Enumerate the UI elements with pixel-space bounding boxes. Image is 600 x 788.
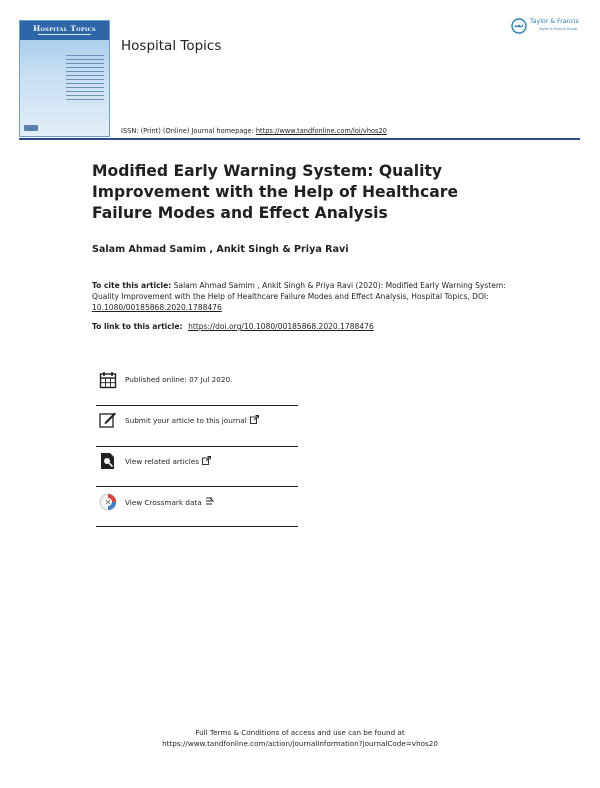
publisher-name: Taylor & Francis [530, 18, 579, 25]
publisher-logo-icon [511, 18, 527, 34]
related-articles-icon [99, 452, 117, 470]
link-label: To link to this article: [92, 322, 186, 331]
issn-line [121, 127, 387, 135]
divider [96, 486, 298, 487]
journal-cover-thumbnail[interactable] [19, 20, 110, 137]
article-title: Modified Early Warning System: Quality Improvement with the Help of Healthcare Failure Modes and Effect Analysis [92, 162, 459, 222]
cover-decoration [66, 55, 104, 103]
article-link-line [92, 322, 374, 331]
view-crossmark-link[interactable]: View Crossmark data [125, 498, 202, 507]
external-link-icon [250, 415, 259, 424]
footer [0, 727, 600, 749]
cite-label: To cite this article: [92, 281, 172, 290]
doi-link[interactable]: 10.1080/00185868.2020.1788476 [92, 303, 222, 312]
publisher-logo[interactable] [511, 17, 589, 35]
submit-article-link[interactable]: Submit your article to this journal [125, 416, 247, 425]
header-divider [19, 138, 580, 140]
view-related-articles-link[interactable]: View related articles [125, 457, 199, 466]
publisher-tagline: Taylor & Francis Group [539, 27, 578, 31]
cover-title: Hospital Topics [33, 24, 96, 33]
external-link-icon [202, 456, 211, 465]
crossmark-external-icon [205, 497, 214, 506]
divider [96, 405, 298, 406]
divider [96, 446, 298, 447]
submit-row[interactable] [96, 411, 298, 450]
journal-information-link[interactable]: https://www.tandfonline.com/action/journalInformation?journalCode=vhos20 [162, 739, 438, 748]
journal-homepage-link[interactable]: https://www.tandfonline.com/loi/vhos20 [255, 127, 387, 135]
calendar-icon [99, 371, 117, 389]
divider [96, 526, 298, 527]
article-authors: Salam Ahmad Samim , Ankit Singh & Priya Ravi [92, 244, 349, 255]
cover-publisher-mark [24, 125, 38, 131]
terms-text: Full Terms & Conditions of access and use can be found at [195, 728, 405, 737]
citation-block [92, 280, 512, 313]
cite-text: Salam Ahmad Samim , Ankit Singh & Priya Ravi (2020): Modified Early Warning System: Quality Improvement with the Help of Healthcare Failure Modes and Effect Analysis, Hospital Topics, DOI: [92, 281, 506, 301]
published-date: Published online: 07 Jul 2020. [125, 375, 233, 384]
journal-name: Hospital Topics [121, 38, 222, 54]
article-doi-url[interactable]: https://doi.org/10.1080/00185868.2020.1788476 [188, 322, 374, 331]
edit-icon [99, 411, 117, 429]
crossmark-icon [99, 493, 117, 511]
issn-text: ISSN: (Print) (Online) Journal homepage: [121, 127, 256, 135]
